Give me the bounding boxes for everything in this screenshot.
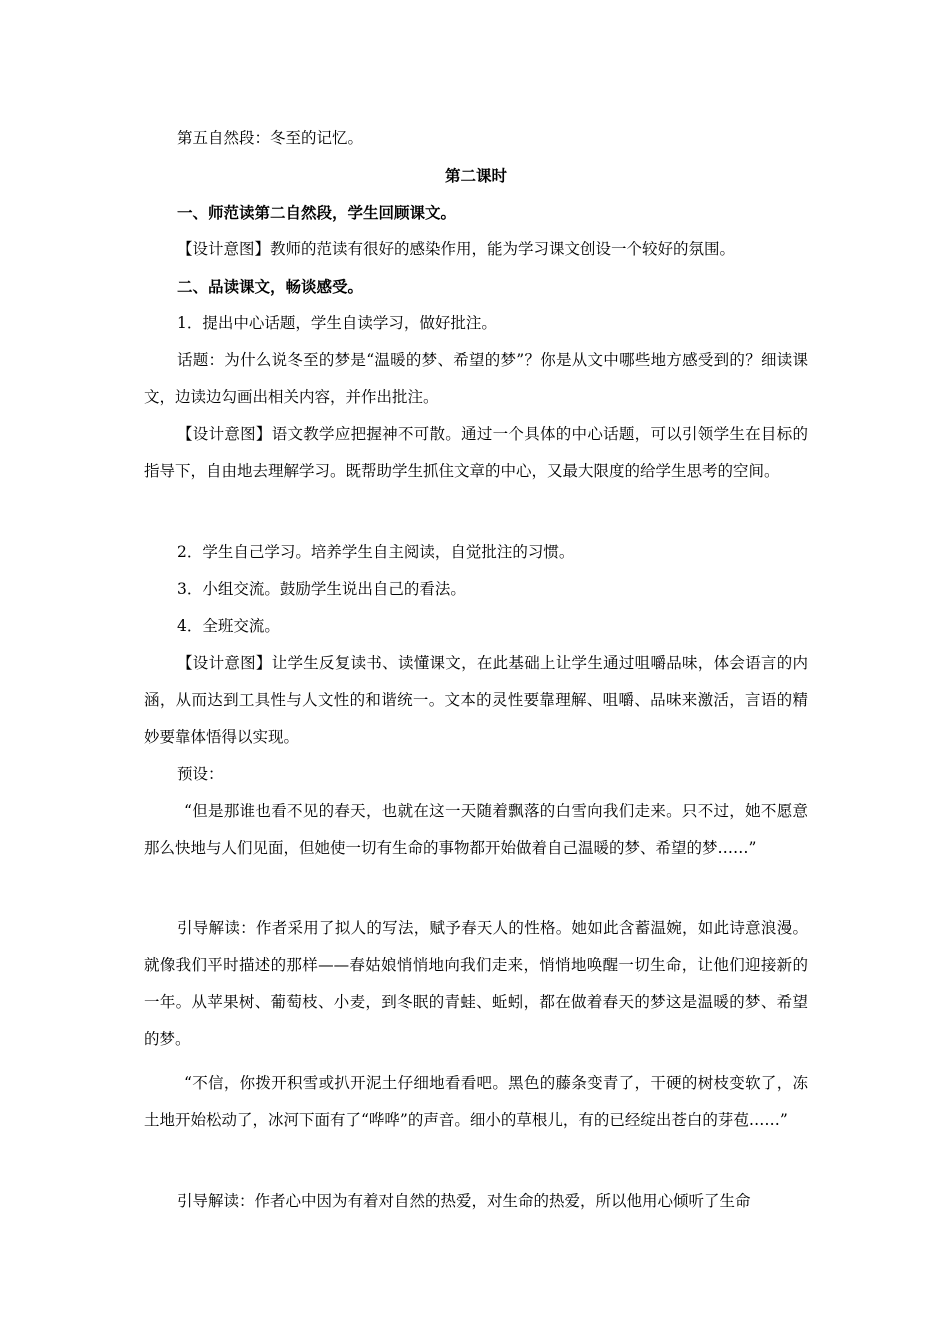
quote-excerpt-2: “不信，你拨开积雪或扒开泥土仔细地看看吧。黑色的藤条变青了，干硬的树枝变软了，冻土地开始松动了，冰河下面有了“哗哗”的声音。细小的草根儿，有的已经绽出苍白的芽苞……”: [144, 1074, 808, 1129]
list-item-3: 3．小组交流。鼓励学生说出自己的看法。: [177, 580, 466, 598]
paragraph-preset: 预设：: [177, 765, 224, 783]
section-title-second-lesson: 第二课时: [444, 166, 507, 185]
paragraph-guided-reading-1: 引导解读：作者采用了拟人的写法，赋予春天人的性格。她如此含蓄温婉，如此诗意浪漫。就像我们平时描述的那样——春姑娘悄悄地向我们走来，悄悄地唤醒一切生命，让他们迎接新的一年。从苹果树、葡萄枝、小麦，到冬眠的青蛙、蚯蚓，都在做着春天的梦这是温暖的梦、希望的梦。: [144, 919, 808, 1048]
paragraph-topic: 话题：为什么说冬至的梦是“温暖的梦、希望的梦”？你是从文中哪些地方感受到的？细读课文，边读边勾画出相关内容，并作出批注。: [144, 351, 808, 406]
paragraph-design-intent-1: 【设计意图】教师的范读有很好的感染作用，能为学习课文创设一个较好的氛围。: [177, 240, 736, 258]
paragraph-fifth-section: 第五自然段：冬至的记忆。: [177, 129, 364, 147]
list-item-4: 4．全班交流。: [177, 617, 280, 635]
paragraph-guided-reading-2: 引导解读：作者心中因为有着对自然的热爱，对生命的热爱，所以他用心倾听了生命: [177, 1192, 751, 1210]
list-item-1: 1．提出中心话题，学生自读学习，做好批注。: [177, 314, 497, 332]
paragraph-design-intent-3: 【设计意图】让学生反复读书、读懂课文，在此基础上让学生通过咀嚼品味，体会语言的内涵，从而达到工具性与人文性的和谐统一。文本的灵性要靠理解、咀嚼、品味来激活，言语的精妙要靠体悟得以实现。: [144, 654, 808, 746]
quote-excerpt-1: “但是那谁也看不见的春天，也就在这一天随着飘落的白雪向我们走来。只不过，她不愿意那么快地与人们见面，但她使一切有生命的事物都开始做着自己温暖的梦、希望的梦……”: [144, 802, 808, 857]
heading-step-one: 一、师范读第二自然段，学生回顾课文。: [177, 203, 457, 222]
list-item-2: 2．学生自己学习。培养学生自主阅读，自觉批注的习惯。: [177, 543, 575, 561]
paragraph-design-intent-2: 【设计意图】语文教学应把握神不可散。通过一个具体的中心话题，可以引领学生在目标的指导下，自由地去理解学习。既帮助学生抓住文章的中心，又最大限度的给学生思考的空间。: [144, 425, 808, 480]
heading-step-two: 二、品读课文，畅谈感受。: [177, 277, 364, 296]
